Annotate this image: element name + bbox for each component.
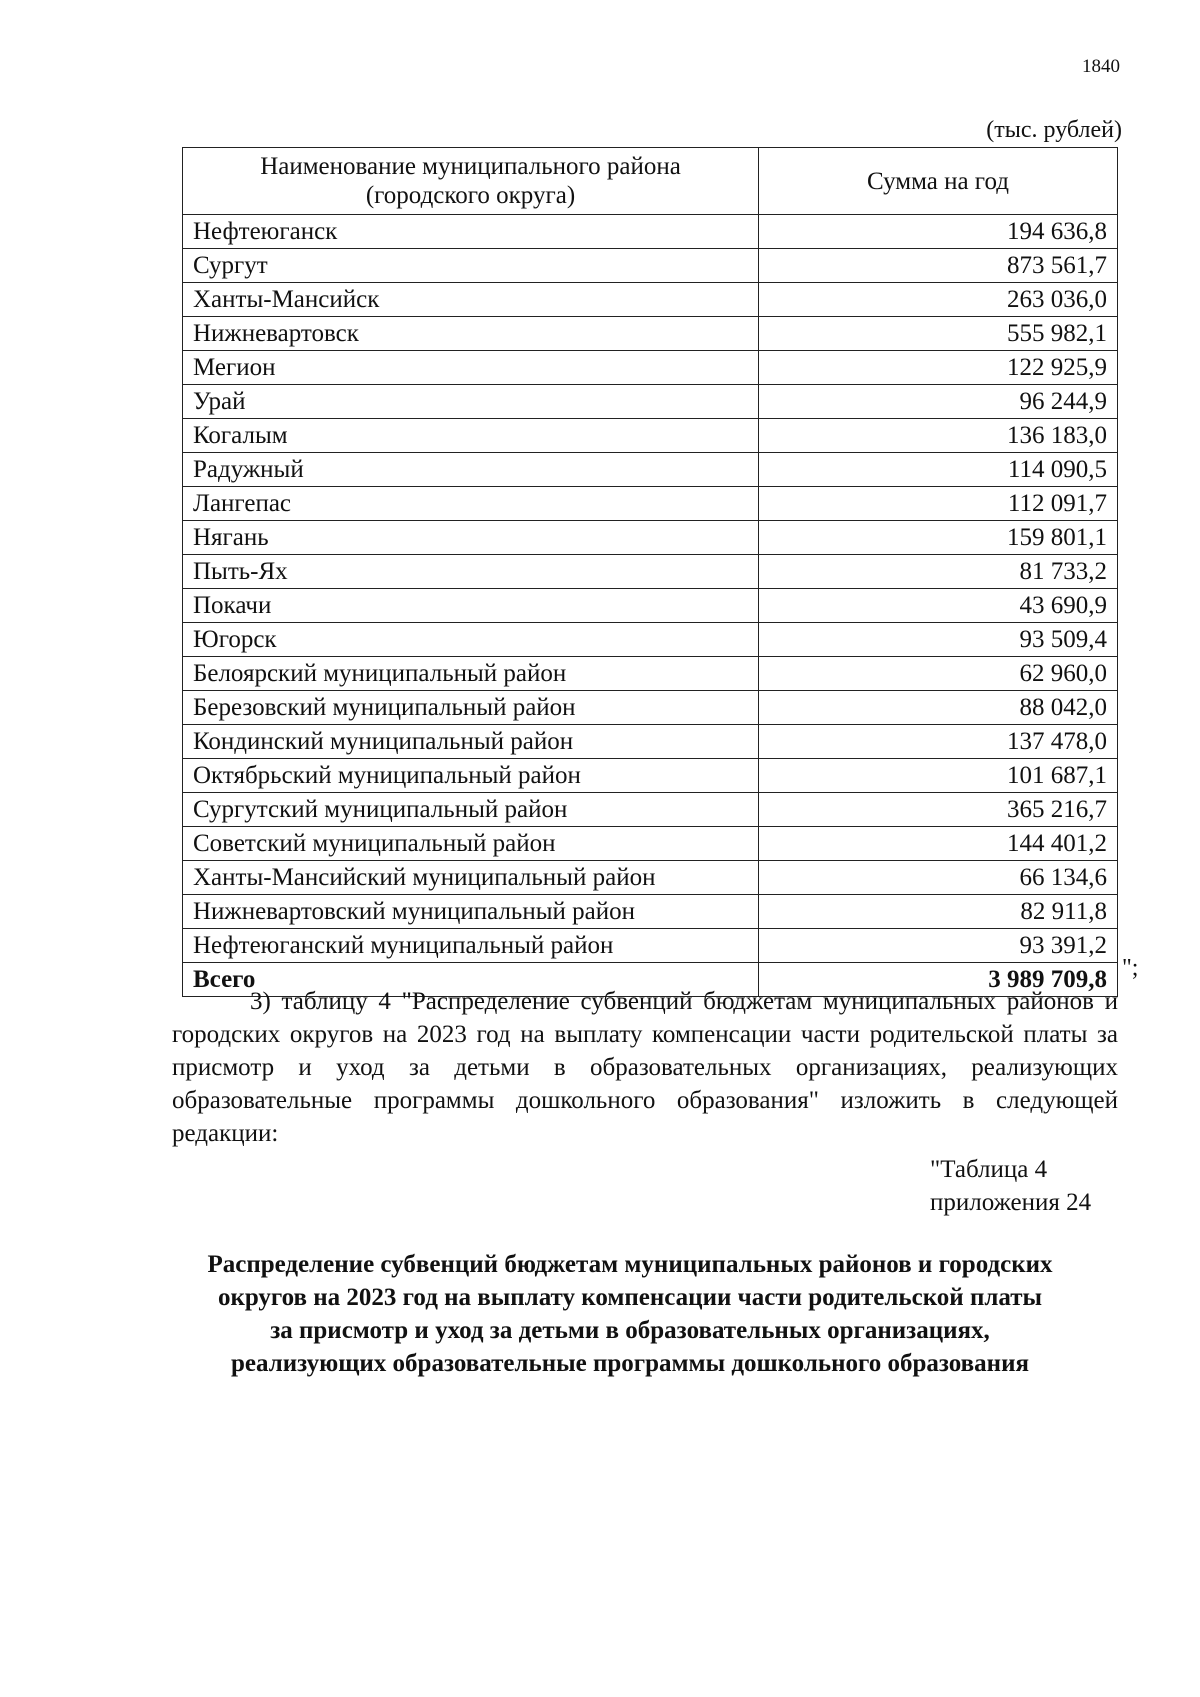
- district-amount: 43 690,9: [759, 589, 1118, 623]
- district-amount: 114 090,5: [759, 453, 1118, 487]
- table-caption-line2: приложения 24: [930, 1189, 1092, 1216]
- subvention-table: [182, 147, 1118, 997]
- district-amount: 62 960,0: [759, 657, 1118, 691]
- district-amount: 93 509,4: [759, 623, 1118, 657]
- district-name: Мегион: [183, 351, 759, 385]
- header-district-name: [183, 148, 759, 215]
- amendment-paragraph: 3) таблицу 4 "Распределение субвенций бюджетам муниципальных районов и городских округов на 2023 год на выплату компенсации части родительской платы за присмотр и уход за детьми в образовательных организациях, реализующих образовательные программы дошкольного образования" изложить в следующей редакции:: [172, 988, 1118, 1147]
- table-row: [183, 419, 1118, 453]
- table-row: [183, 385, 1118, 419]
- district-amount: 122 925,9: [759, 351, 1118, 385]
- table-row: [183, 691, 1118, 725]
- district-amount: 81 733,2: [759, 555, 1118, 589]
- section-title-line4: реализующих образовательные программы дошкольного образования: [231, 1350, 1029, 1377]
- district-amount: 873 561,7: [759, 249, 1118, 283]
- table-body: [183, 215, 1118, 997]
- district-amount: 144 401,2: [759, 827, 1118, 861]
- table-row: [183, 623, 1118, 657]
- section-title-line1: Распределение субвенций бюджетам муниципальных районов и городских: [207, 1251, 1053, 1278]
- table-row: [183, 657, 1118, 691]
- section-title-line3: за присмотр и уход за детьми в образовательных организациях,: [270, 1317, 990, 1344]
- table-row: [183, 317, 1118, 351]
- district-amount: 82 911,8: [759, 895, 1118, 929]
- district-amount: 66 134,6: [759, 861, 1118, 895]
- district-amount: 93 391,2: [759, 929, 1118, 963]
- district-amount: 112 091,7: [759, 487, 1118, 521]
- page-number: 1840: [1082, 56, 1120, 77]
- table-caption: [930, 1153, 1091, 1219]
- district-amount: 263 036,0: [759, 283, 1118, 317]
- district-name: Югорск: [183, 623, 759, 657]
- district-name: Нижневартовский муниципальный район: [183, 895, 759, 929]
- district-name: Березовский муниципальный район: [183, 691, 759, 725]
- units-label: (тыс. рублей): [986, 117, 1122, 143]
- section-title-line2: округов на 2023 год на выплату компенсации части родительской платы: [217, 1284, 1043, 1311]
- district-amount: 365 216,7: [759, 793, 1118, 827]
- district-name: Нягань: [183, 521, 759, 555]
- district-amount: 136 183,0: [759, 419, 1118, 453]
- table-caption-line1: "Таблица 4: [930, 1156, 1048, 1183]
- district-name: Кондинский муниципальный район: [183, 725, 759, 759]
- table-row: [183, 521, 1118, 555]
- district-name: Октябрьский муниципальный район: [183, 759, 759, 793]
- district-name: Урай: [183, 385, 759, 419]
- district-name: Сургутский муниципальный район: [183, 793, 759, 827]
- table-row: [183, 215, 1118, 249]
- table-row: [183, 453, 1118, 487]
- district-amount: 555 982,1: [759, 317, 1118, 351]
- table-row: [183, 793, 1118, 827]
- district-name: Покачи: [183, 589, 759, 623]
- district-name: Когалым: [183, 419, 759, 453]
- section-title: [150, 1248, 1110, 1380]
- table-row: [183, 759, 1118, 793]
- district-name: Советский муниципальный район: [183, 827, 759, 861]
- header-name-line1: Наименование муниципального района: [260, 153, 681, 180]
- district-name: Ханты-Мансийск: [183, 283, 759, 317]
- district-name: Нижневартовск: [183, 317, 759, 351]
- district-name: Белоярский муниципальный район: [183, 657, 759, 691]
- table-row: [183, 827, 1118, 861]
- header-name-line2: (городского округа): [365, 182, 576, 209]
- district-name: Пыть-Ях: [183, 555, 759, 589]
- table-row: [183, 929, 1118, 963]
- district-name: Ханты-Мансийский муниципальный район: [183, 861, 759, 895]
- closing-quote: ";: [1122, 955, 1139, 981]
- header-amount: Сумма на год: [759, 148, 1118, 215]
- district-name: Нефтеюганск: [183, 215, 759, 249]
- table-row: [183, 555, 1118, 589]
- table-row: [183, 861, 1118, 895]
- district-amount: 101 687,1: [759, 759, 1118, 793]
- district-amount: 159 801,1: [759, 521, 1118, 555]
- table-row: [183, 351, 1118, 385]
- district-amount: 194 636,8: [759, 215, 1118, 249]
- table-header-row: [183, 148, 1118, 215]
- table-row: [183, 725, 1118, 759]
- district-amount: 137 478,0: [759, 725, 1118, 759]
- table-row: [183, 589, 1118, 623]
- district-name: Лангепас: [183, 487, 759, 521]
- table-row: [183, 249, 1118, 283]
- district-amount: 96 244,9: [759, 385, 1118, 419]
- district-name: Нефтеюганский муниципальный район: [183, 929, 759, 963]
- total-label: Всего: [183, 963, 759, 997]
- total-amount: 3 989 709,8: [759, 963, 1118, 997]
- table-row: [183, 487, 1118, 521]
- district-name: Сургут: [183, 249, 759, 283]
- district-name: Радужный: [183, 453, 759, 487]
- table-row: [183, 895, 1118, 929]
- table-row: [183, 283, 1118, 317]
- district-amount: 88 042,0: [759, 691, 1118, 725]
